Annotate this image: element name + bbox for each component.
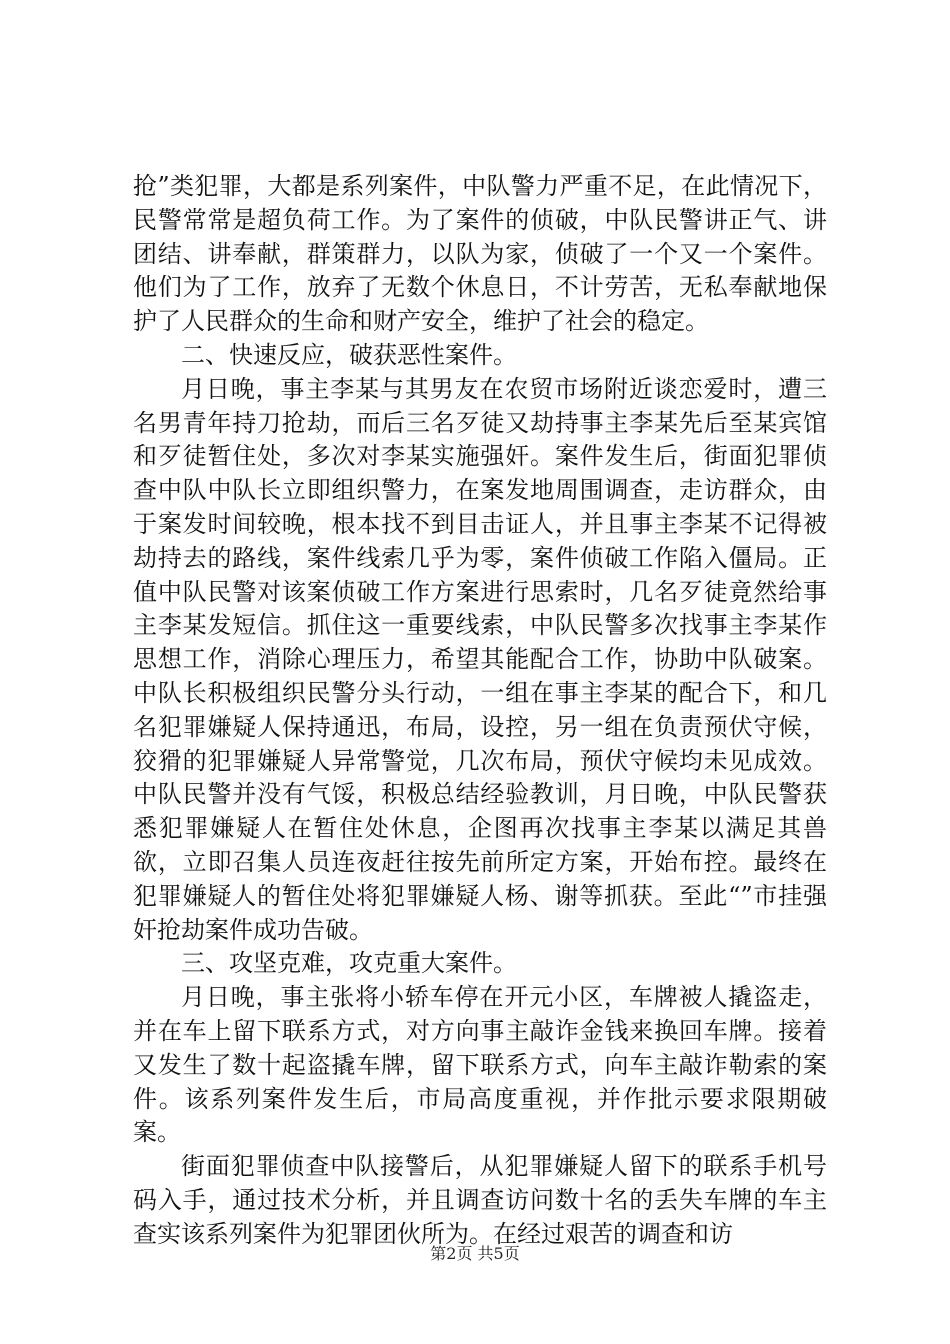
paragraph: 月日晚，事主张将小轿车停在开元小区，车牌被人撬盗走，并在车上留下联系方式，对方向事主敲诈金钱来换回车牌。接着又发生了数十起盗撬车牌，留下联系方式，向车主敲诈勒索的案件。该系列案件发生后，市局高度重视，并作批示要求限期破案。 xyxy=(133,983,827,1147)
page-number-footer: 第2页 共5页 xyxy=(430,1244,520,1263)
paragraph: 街面犯罪侦查中队接警后，从犯罪嫌疑人留下的联系手机号码入手，通过技术分析，并且调查访问数十名的丢失车牌的车主查实该系列案件为犯罪团伙所为。在经过艰苦的调查和访 xyxy=(133,1152,827,1248)
section-heading-3: 三、攻坚克难，攻克重大案件。 xyxy=(181,949,517,978)
section-heading-2: 二、快速反应，破获恶性案件。 xyxy=(181,340,517,369)
paragraph-continuation: 抢”类犯罪，大都是系列案件，中队警力严重不足，在此情况下，民警常常是超负荷工作。为了案件的侦破，中队民警讲正气、讲团结、讲奉献，群策群力，以队为家，侦破了一个又一个案件。他们为了工作，放弃了无数个休息日，不计劳苦，无私奉献地保护了人民群众的生命和财产安全，维护了社会的稳定。 xyxy=(133,172,827,336)
paragraph: 月日晚，事主李某与其男友在农贸市场附近谈恋爱时，遭三名男青年持刀抢劫，而后三名歹徒又劫持事主李某先后至某宾馆和歹徒暂住处，多次对李某实施强奸。案件发生后，街面犯罪侦查中队中队长立即组织警力，在案发地周围调查，走访群众，由于案发时间较晚，根本找不到目击证人，并且事主李某不记得被劫持去的路线，案件线索几乎为零，案件侦破工作陷入僵局。正值中队民警对该案侦破工作方案进行思索时，几名歹徒竟然给事主李某发短信。抓住这一重要线索，中队民警多次找事主李某作思想工作，消除心理压力，希望其能配合工作，协助中队破案。中队长积极组织民警分头行动，一组在事主李某的配合下，和几名犯罪嫌疑人保持通迅，布局，设控，另一组在负责预伏守候，狡猾的犯罪嫌疑人异常警觉，几次布局，预伏守候均未见成效。中队民警并没有气馁，积极总结经验教训，月日晚，中队民警获悉犯罪嫌疑人在暂住处休息，企图再次找事主李某以满足其兽欲，立即召集人员连夜赶往按先前所定方案，开始布控。最终在犯罪嫌疑人的暂住处将犯罪嫌疑人杨、谢等抓获。至此“”市挂强奸抢劫案件成功告破。 xyxy=(133,374,827,944)
body-text xyxy=(133,170,827,1252)
